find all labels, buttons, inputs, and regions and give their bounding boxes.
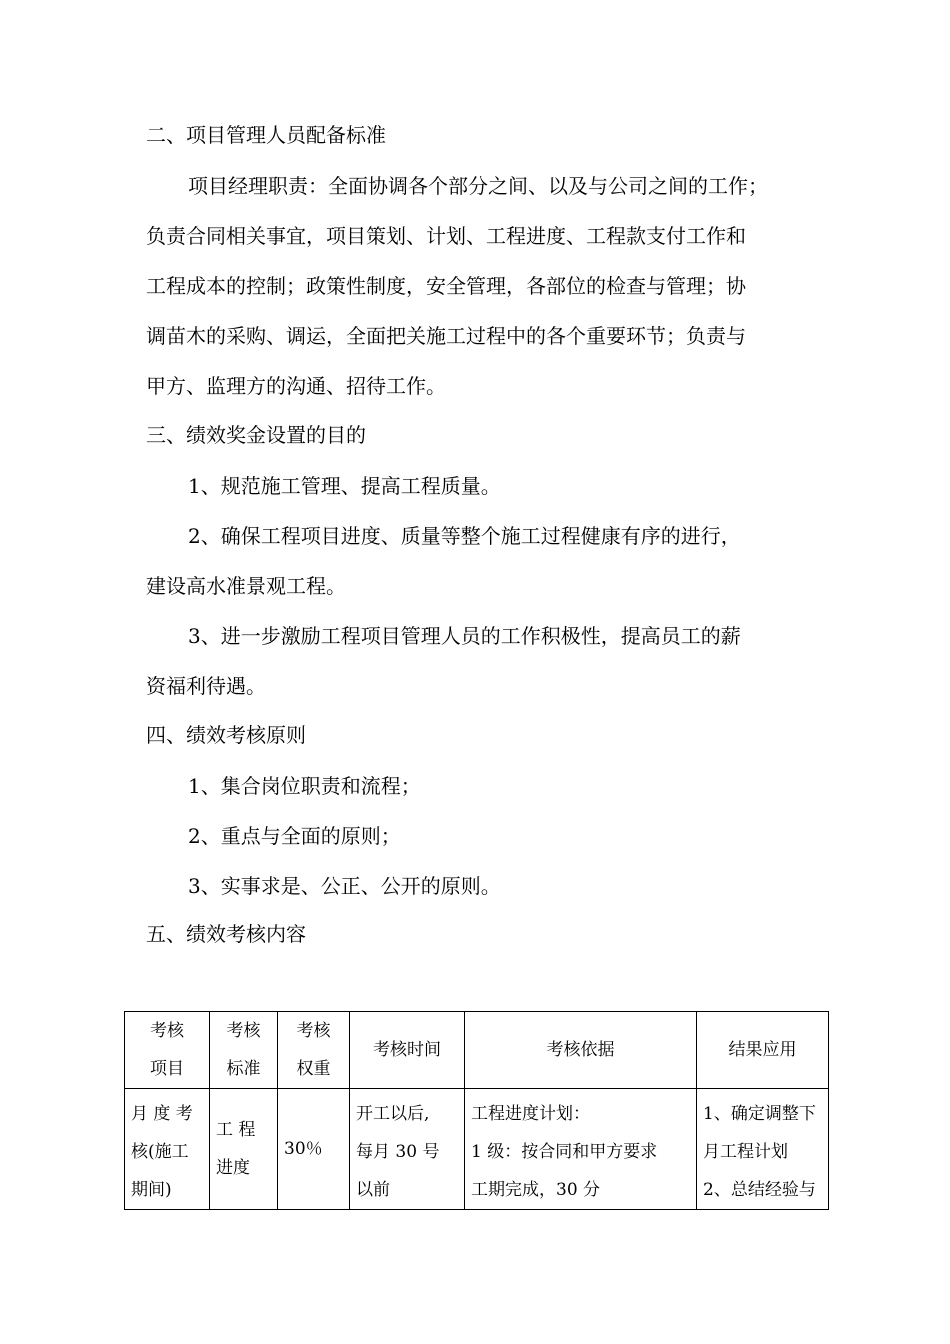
header-cell-item [125,1012,210,1089]
cell-text: 工 程 [216,1120,256,1140]
cell-text: 期间) [131,1180,172,1200]
header-text: 考核 [226,1021,261,1041]
header-text: 考核 [150,1021,184,1041]
cell-text: 以前 [356,1180,390,1200]
cell-text: 核(施工 [131,1142,189,1162]
header-cell-time [350,1012,465,1089]
cell-text: 每月 30 号 [356,1142,440,1162]
header-text: 考核依据 [546,1040,615,1060]
section-heading-5: 五、绩效考核内容 [146,922,306,946]
cell-text: 工期完成，30 分 [471,1180,601,1200]
cell-result [697,1089,829,1210]
header-cell-weight [278,1012,350,1089]
paragraph-line: 资福利待遇。 [146,674,266,698]
cell-text: 进度 [216,1158,250,1178]
cell-time [350,1089,465,1210]
list-item: 3、实事求是、公正、公开的原则。 [188,874,501,898]
cell-text: 工程进度计划： [471,1104,590,1124]
cell-text: 月 度 考 [131,1104,193,1124]
list-item: 2、重点与全面的原则； [188,824,401,848]
section-heading-3: 三、绩效奖金设置的目的 [146,423,366,447]
list-item: 1、集合岗位职责和流程； [188,774,421,798]
cell-text: 1 级：按合同和甲方要求 [471,1142,658,1162]
paragraph-line: 建设高水准景观工程。 [146,574,346,598]
header-text: 考核 [296,1021,331,1041]
cell-basis [465,1089,697,1210]
assessment-table [124,1011,829,1210]
list-item: 3、进一步激励工程项目管理人员的工作积极性，提高员工的薪 [188,624,741,648]
table-header-row [125,1012,829,1089]
cell-standard [210,1089,278,1210]
header-text: 权重 [296,1059,331,1079]
paragraph-line: 项目经理职责：全面协调各个部分之间、以及与公司之间的工作； [188,174,768,198]
header-cell-result [697,1012,829,1089]
list-item: 2、确保工程项目进度、质量等整个施工过程健康有序的进行， [188,524,741,548]
table-row [125,1089,829,1210]
cell-text: 1、确定调整下 [703,1104,816,1124]
header-cell-standard [210,1012,278,1089]
list-item: 1、规范施工管理、提高工程质量。 [188,474,501,498]
paragraph-line: 甲方、监理方的沟通、招待工作。 [146,374,446,398]
section-heading-4: 四、绩效考核原则 [146,723,306,747]
header-cell-basis [465,1012,697,1089]
cell-weight [278,1089,350,1210]
paragraph-line: 负责合同相关事宜，项目策划、计划、工程进度、工程款支付工作和 [146,224,746,248]
paragraph-line: 工程成本的控制；政策性制度，安全管理，各部位的检查与管理；协 [146,274,746,298]
section-heading-2: 二、项目管理人员配备标准 [146,123,386,147]
header-text: 项目 [150,1059,184,1079]
paragraph-line: 调苗木的采购、调运，全面把关施工过程中的各个重要环节；负责与 [146,324,746,348]
cell-text: 开工以后, [356,1104,430,1124]
cell-text: 30％ [284,1139,323,1159]
header-text: 标准 [226,1059,261,1079]
header-text: 结果应用 [728,1040,797,1060]
cell-text: 2、总结经验与 [703,1180,816,1200]
header-text: 考核时间 [373,1040,441,1060]
cell-text: 月工程计划 [703,1142,788,1162]
cell-item [125,1089,210,1210]
